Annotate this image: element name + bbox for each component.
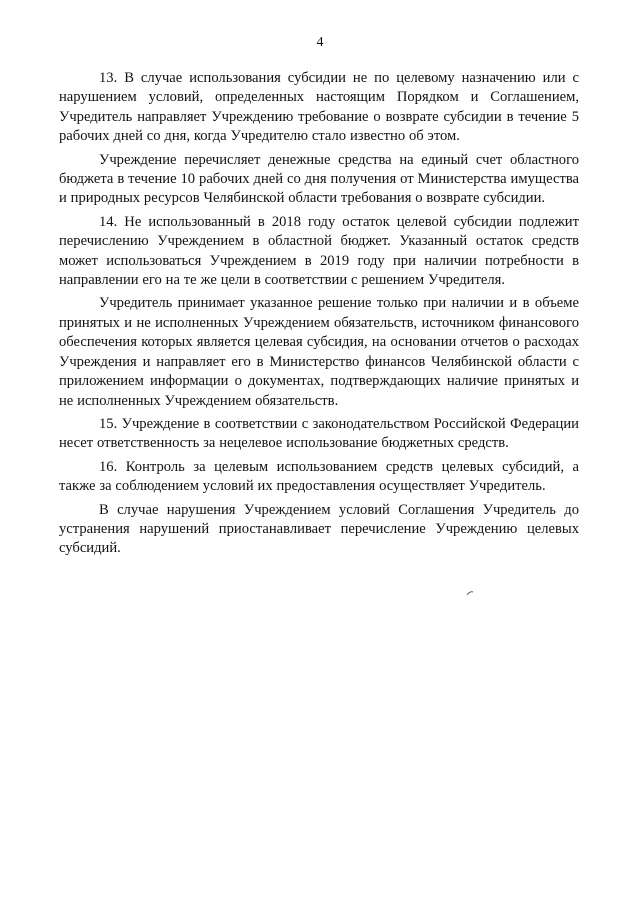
scan-mark-icon [466,591,474,596]
paragraph-14-continuation: Учредитель принимает указанное решение только при наличии и в объеме принятых и не исполненных Учреждением обязательств, источником финансового обеспечения которых является целевая субсидия, на основании отчетов о расходах Учреждения и направляет его в Министерство финансов Челябинской области с приложением информации о документах, подтверждающих наличие принятых и не исполненных Учреждением обязательств. [59,295,579,409]
paragraph-16: 16. Контроль за целевым использованием средств целевых субсидий, а также за соблюдением условий их предоставления осуществляет Учредитель. [59,458,579,495]
page-number: 4 [316,35,324,50]
paragraph-15: 15. Учреждение в соответствии с законодательством Российской Федерации несет ответственность за нецелевое использование бюджетных средств. [59,415,579,452]
document-body [59,69,579,559]
paragraph-13-continuation: Учреждение перечисляет денежные средства на единый счет областного бюджета в течение 10 рабочих дней со дня получения от Министерства имущества и природных ресурсов Челябинской области требования о возврате субсидии. [59,151,579,207]
paragraph-16-continuation: В случае нарушения Учреждением условий Соглашения Учредитель до устранения нарушений приостанавливает перечисление Учреждению целевых субсидий. [59,501,579,557]
paragraph-14: 14. Не использованный в 2018 году остаток целевой субсидии подлежит перечислению Учреждением в областной бюджет. Указанный остаток средств может использоваться Учреждением в 2019 году при наличии потребности в направлении его на те же цели в соответствии с решением Учредителя. [59,213,579,289]
paragraph-13: 13. В случае использования субсидии не по целевому назначению или с нарушением условий, определенных настоящим Порядком и Соглашением, Учредитель направляет Учреждению требование о возврате субсидии в течение 5 рабочих дней со дня, когда Учредителю стало известно об этом. [59,70,579,145]
